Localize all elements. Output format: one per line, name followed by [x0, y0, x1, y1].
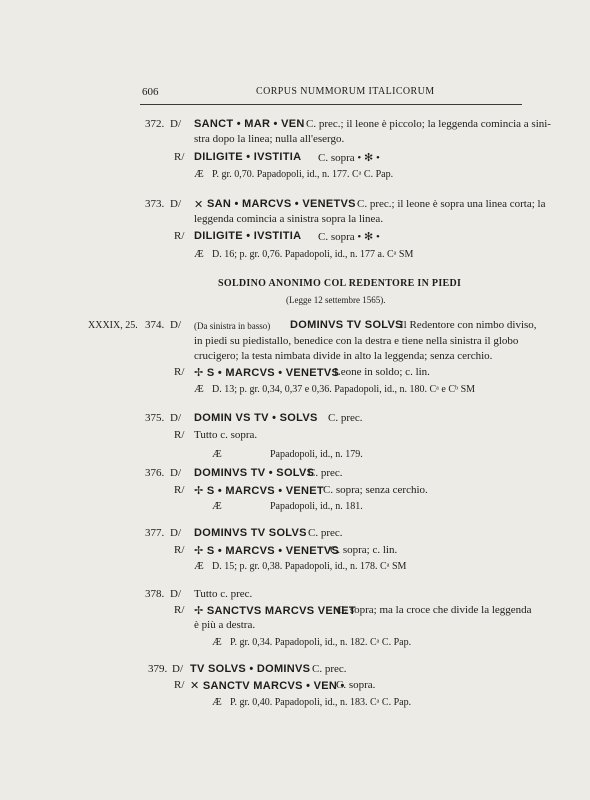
- reverse-description: C. sopra • ✻ •: [318, 152, 380, 164]
- reverse-symbol: R/: [174, 604, 185, 616]
- entry-details: P. gr. 0,70. Papadopoli, id., n. 177. Cᵃ C. Pap.: [212, 169, 394, 180]
- obverse-description: Tutto c. prec.: [194, 588, 253, 600]
- obverse-symbol: D/: [170, 588, 181, 600]
- obverse-description-cont: crucigero; la testa nimbata divide in alto la leggenda; senza cerchio.: [194, 350, 493, 362]
- entry-number: 374.: [145, 319, 165, 331]
- reverse-description: Leone in soldo; c. lin.: [334, 366, 430, 378]
- entry-details: P. gr. 0,34. Papadopoli, id., n. 182. Cᵃ C. Pap.: [230, 637, 412, 648]
- obverse-description: C. prec.: [308, 527, 343, 539]
- obverse-description-cont: stra dopo la linea; nulla all'esergo.: [194, 133, 345, 145]
- reverse-description: C. sopra; senza cerchio.: [323, 484, 428, 496]
- reverse-legend: ✕ SANCTV MARCVS • VEN •: [190, 680, 345, 692]
- obverse-legend: DOMINVS TV SOLVS: [290, 319, 403, 331]
- obverse-symbol: D/: [170, 198, 181, 210]
- reverse-symbol: R/: [174, 484, 185, 496]
- obverse-note: (Da sinistra in basso): [194, 321, 271, 331]
- obverse-legend: DOMIN VS TV • SOLVS: [194, 412, 318, 424]
- reverse-symbol: R/: [174, 429, 185, 441]
- plate-reference: XXXIX, 25.: [88, 320, 138, 331]
- obverse-legend: DOMINVS TV SOLVS: [194, 527, 307, 539]
- header-rule: [140, 104, 522, 105]
- obverse-description-cont: leggenda comincia a sinistra sopra la linea.: [194, 213, 384, 225]
- reverse-description: Tutto c. sopra.: [194, 429, 258, 441]
- reverse-legend: ✢ S • MARCVS • VENET: [194, 485, 324, 497]
- reverse-legend: ✢ SANCTVS MARCVS VENET: [194, 605, 356, 617]
- entry-number: 378.: [145, 588, 165, 600]
- entry-number: 372.: [145, 118, 165, 130]
- entry-number: 376.: [145, 467, 165, 479]
- obverse-symbol: D/: [170, 412, 181, 424]
- entry-number: 375.: [145, 412, 165, 424]
- obverse-symbol: D/: [170, 118, 181, 130]
- reverse-symbol: R/: [174, 151, 185, 163]
- obverse-legend: TV SOLVS • DOMINVS: [190, 663, 311, 675]
- entry-details: D. 13; p. gr. 0,34, 0,37 e 0,36. Papadopoli, id., n. 180. Cᵃ e Cᵇ SM: [212, 384, 476, 395]
- obverse-description: C. prec.: [328, 412, 363, 424]
- obverse-legend: SANCT • MAR • VEN: [194, 118, 305, 130]
- obverse-description: Il Redentore con nimbo diviso,: [400, 319, 537, 331]
- metal-symbol: Æ: [194, 168, 204, 180]
- obverse-description: C. prec.: [312, 663, 347, 675]
- cross-icon: ✕: [194, 199, 204, 211]
- obverse-legend: SAN • MARCVS • VENETVS: [207, 198, 356, 210]
- metal-symbol: Æ: [212, 448, 222, 460]
- reverse-description: C. sopra.: [336, 679, 376, 691]
- section-title: SOLDINO ANONIMO COL REDENTORE IN PIEDI: [218, 278, 462, 289]
- metal-symbol: Æ: [194, 383, 204, 395]
- obverse-legend: DOMINVS TV • SOLVS: [194, 467, 315, 479]
- obverse-description: C. prec.; il leone è piccolo; la leggenda comincia a sini-: [306, 118, 551, 130]
- entry-details: D. 15; p. gr. 0,38. Papadopoli, id., n. 178. Cᵃ SM: [212, 561, 407, 572]
- reverse-legend: DILIGITE • IVSTITIA: [194, 230, 302, 242]
- reverse-description: C. sopra; c. lin.: [330, 544, 398, 556]
- entry-number: 379.: [148, 663, 168, 675]
- page-number: 606: [142, 86, 159, 98]
- reverse-description: C. sopra; ma la croce che divide la leggenda: [337, 604, 532, 616]
- running-title: CORPUS NUMMORUM ITALICORUM: [256, 86, 435, 97]
- obverse-symbol: D/: [170, 467, 181, 479]
- reverse-description: C. sopra • ✻ •: [318, 231, 380, 243]
- metal-symbol: Æ: [194, 560, 204, 572]
- entry-details: D. 16; p. gr. 0,76. Papadopoli, id., n. 177 a. Cᵃ SM: [212, 249, 414, 260]
- obverse-symbol: D/: [170, 527, 181, 539]
- reverse-symbol: R/: [174, 544, 185, 556]
- reverse-legend: ✢ S • MARCVS • VENETVS: [194, 545, 340, 557]
- obverse-symbol: D/: [172, 663, 183, 675]
- entry-details: Papadopoli, id., n. 181.: [270, 501, 363, 512]
- obverse-description-cont: in piedi su piedistallo, benedice con la destra e tiene nella sinistra il globo: [194, 335, 519, 347]
- reverse-legend: ✢ S • MARCVS • VENETVS: [194, 367, 340, 379]
- entry-details: Papadopoli, id., n. 179.: [270, 449, 363, 460]
- entry-number: 377.: [145, 527, 165, 539]
- obverse-description: C. prec.; il leone è sopra una linea corta; la: [357, 198, 546, 210]
- metal-symbol: Æ: [212, 636, 222, 648]
- obverse-symbol: D/: [170, 319, 181, 331]
- reverse-symbol: R/: [174, 679, 185, 691]
- reverse-legend: DILIGITE • IVSTITIA: [194, 151, 302, 163]
- entry-details: P. gr. 0,40. Papadopoli, id., n. 183. Cᵃ C. Pap.: [230, 697, 412, 708]
- reverse-symbol: R/: [174, 366, 185, 378]
- section-subtitle: (Legge 12 settembre 1565).: [286, 295, 386, 305]
- obverse-description: C. prec.: [308, 467, 343, 479]
- metal-symbol: Æ: [194, 248, 204, 260]
- reverse-symbol: R/: [174, 230, 185, 242]
- metal-symbol: Æ: [212, 500, 222, 512]
- metal-symbol: Æ: [212, 696, 222, 708]
- reverse-description-cont: è più a destra.: [194, 619, 256, 631]
- entry-number: 373.: [145, 198, 165, 210]
